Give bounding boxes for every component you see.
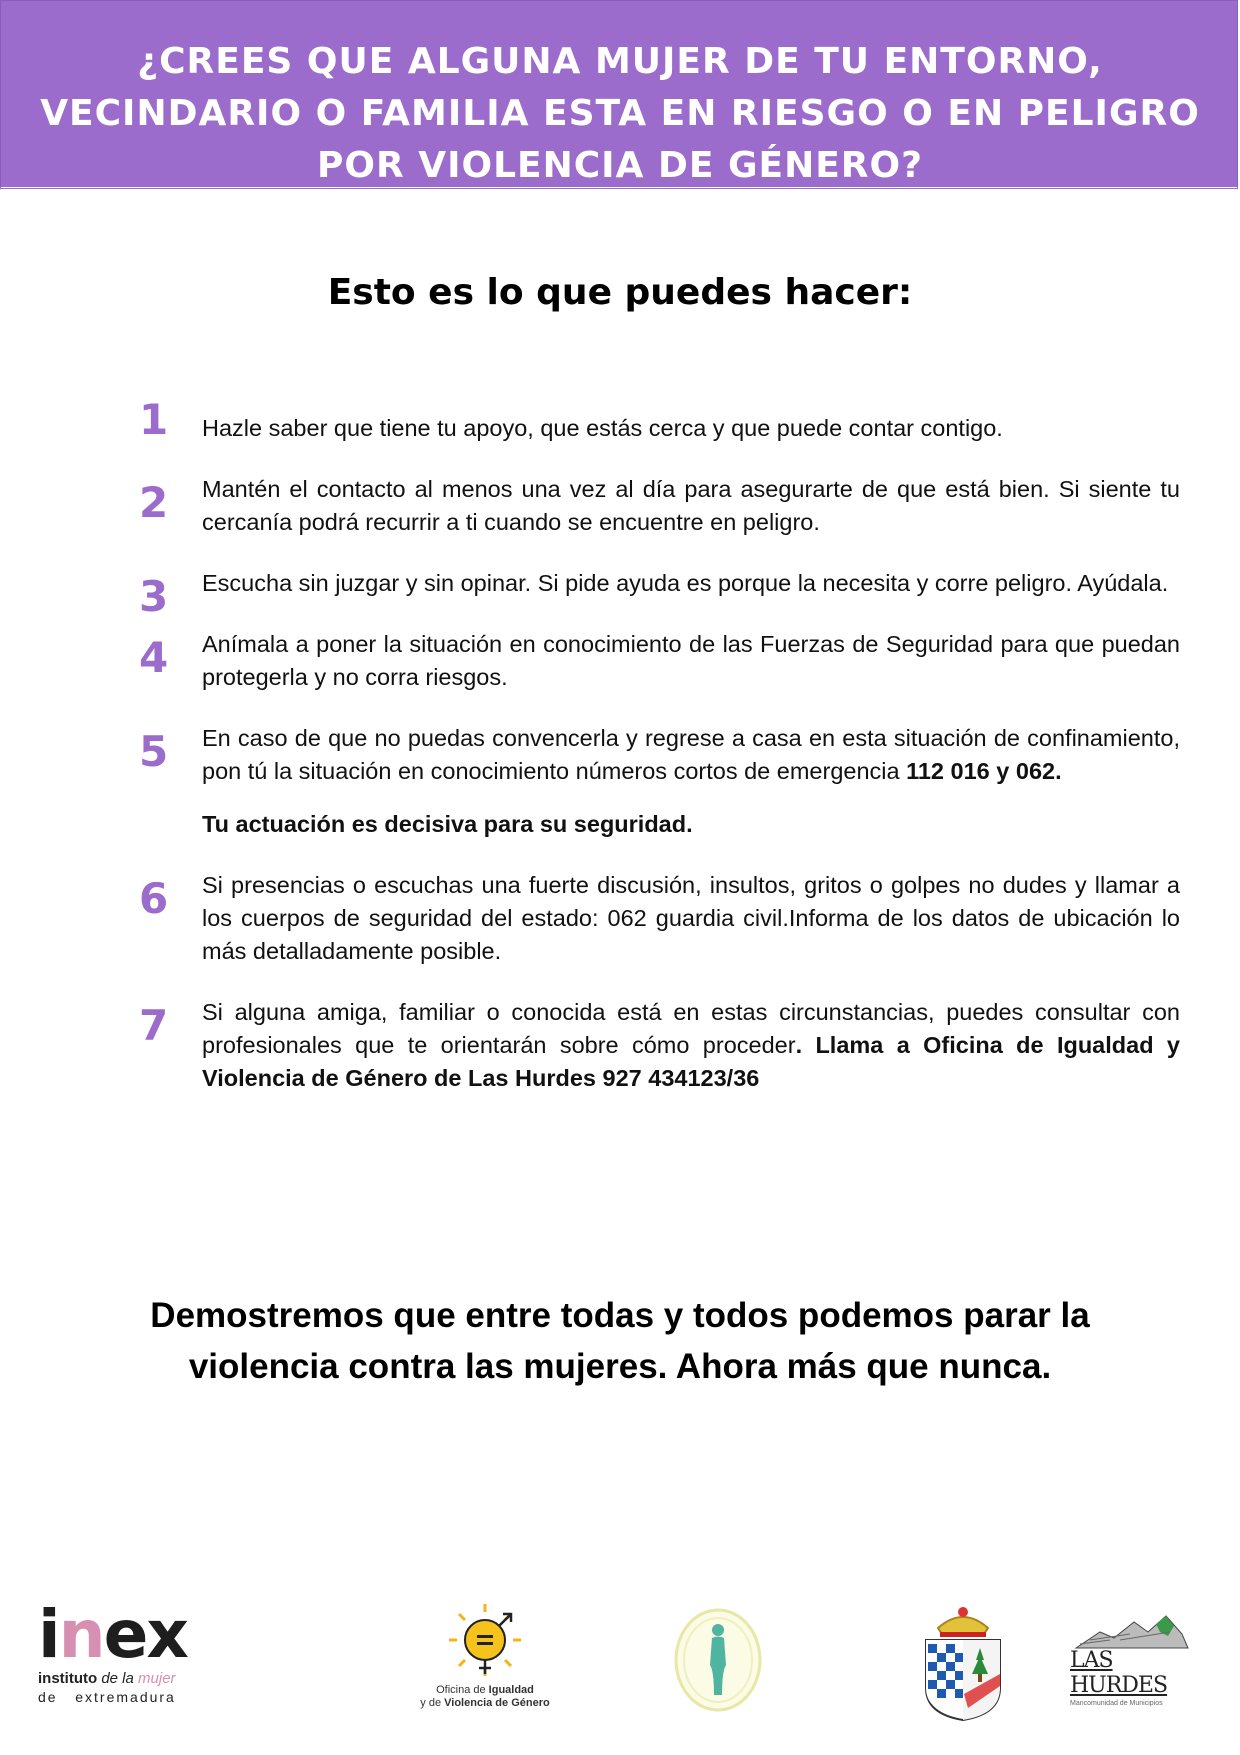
header-title-line: ¿CREES QUE ALGUNA MUJER DE TU ENTORNO, [137, 41, 1103, 82]
oficina-logo-text: Violencia de Género [444, 1697, 550, 1709]
las-hurdes-logo-text: LAS HURDES [1070, 1648, 1168, 1698]
inex-logo-text: de [38, 1689, 58, 1705]
oficina-logo-text: y de [420, 1697, 445, 1709]
step-item [135, 628, 1180, 694]
oficina-logo-text: Igualdad [488, 1684, 534, 1696]
header-title-line: POR VIOLENCIA DE GÉNERO? [316, 145, 924, 186]
municipal-coat-of-arms [918, 1598, 1008, 1723]
las-hurdes-logo [1070, 1610, 1200, 1707]
inex-logo-text: instituto [38, 1670, 98, 1687]
inex-logo-letter: ex [103, 1596, 187, 1673]
emergency-numbers: 112 016 y 062. [906, 758, 1062, 784]
step-text: Mantén el contacto al menos una vez al día para asegurarte de que está bien. Si siente tu cercanía podrá recurrir a ti cuando se encuentre en peligro. [202, 476, 1180, 535]
step-number: 4 [139, 633, 169, 682]
step-number: 1 [139, 395, 169, 444]
contact-office: . Llama a Oficina de Igualdad y Violencia de Género de Las Hurdes 927 434123/36 [202, 1032, 1180, 1091]
step-item [135, 869, 1180, 968]
closing-line: Demostremos que entre todas y todos podemos parar la [150, 1296, 1090, 1335]
header-title [0, 36, 1240, 192]
step-number: 2 [139, 478, 169, 527]
woman-figure-logo [668, 1605, 768, 1715]
mountain-icon [1070, 1610, 1190, 1650]
closing-line: violencia contra las mujeres. Ahora más que nunca. [188, 1347, 1052, 1386]
step-number: 6 [139, 874, 169, 923]
step-text [202, 996, 1180, 1095]
step-number: 3 [139, 572, 169, 621]
inex-logo [38, 1596, 208, 1722]
inex-logo-letter: i [38, 1596, 59, 1673]
step-text: Anímala a poner la situación en conocimiento de las Fuerzas de Seguridad para que puedan protegerla y no corra riesgos. [202, 631, 1180, 690]
header-title-line: VECINDARIO O FAMILIA ESTA EN RIESGO O EN PELIGRO [40, 93, 1200, 134]
oficina-logo-text: Oficina de [436, 1684, 489, 1696]
step-text: Escucha sin juzgar y sin opinar. Si pide ayuda es porque la necesita y corre peligro. Ayúdala. [202, 570, 1169, 596]
steps-list [135, 395, 1180, 1123]
las-hurdes-logo-subtext: Mancomunidad de Municipios [1070, 1700, 1163, 1707]
coat-of-arms-icon [918, 1598, 1008, 1723]
inex-logo-letter: n [58, 1596, 104, 1673]
step-item [135, 567, 1180, 621]
step-text: Si presencias o escuchas una fuerte discusión, insultos, gritos o golpes no dudes y llamar a los cuerpos de seguridad del estado: 062 guardia civil.Informa de los datos de ubicación lo más detalladamente posible. [202, 872, 1180, 964]
section-subtitle: Esto es lo que puedes hacer: [327, 272, 913, 313]
step-item [135, 996, 1180, 1095]
woman-figure-icon [668, 1605, 768, 1715]
step-number: 7 [139, 1001, 169, 1050]
inex-logo-text: extremadura [75, 1689, 176, 1705]
logos-footer [0, 1590, 1240, 1740]
step-item [135, 473, 1180, 539]
inex-logo-text: mujer [138, 1670, 176, 1687]
step-emphasis: Tu actuación es decisiva para su seguridad. [202, 811, 693, 837]
step-item [135, 722, 1180, 841]
equality-sun-icon [445, 1600, 525, 1680]
oficina-igualdad-logo [410, 1600, 560, 1710]
step-text-main: Si alguna amiga, familiar o conocida está en estas circunstancias, puedes consultar con profesionales que te orientarán sobre cómo proceder [202, 999, 1180, 1058]
step-item [135, 395, 1180, 445]
step-number: 5 [139, 727, 169, 776]
step-text: Hazle saber que tiene tu apoyo, que estás cerca y que puede contar contigo. [202, 415, 1003, 441]
inex-logo-text: de la [101, 1670, 134, 1687]
step-text-main: En caso de que no puedas convencerla y regrese a casa en esta situación de confinamiento, pon tú la situación en conocimiento números cortos de emergencia [202, 725, 1180, 784]
closing-message [0, 1290, 1240, 1392]
step-text [202, 722, 1180, 788]
